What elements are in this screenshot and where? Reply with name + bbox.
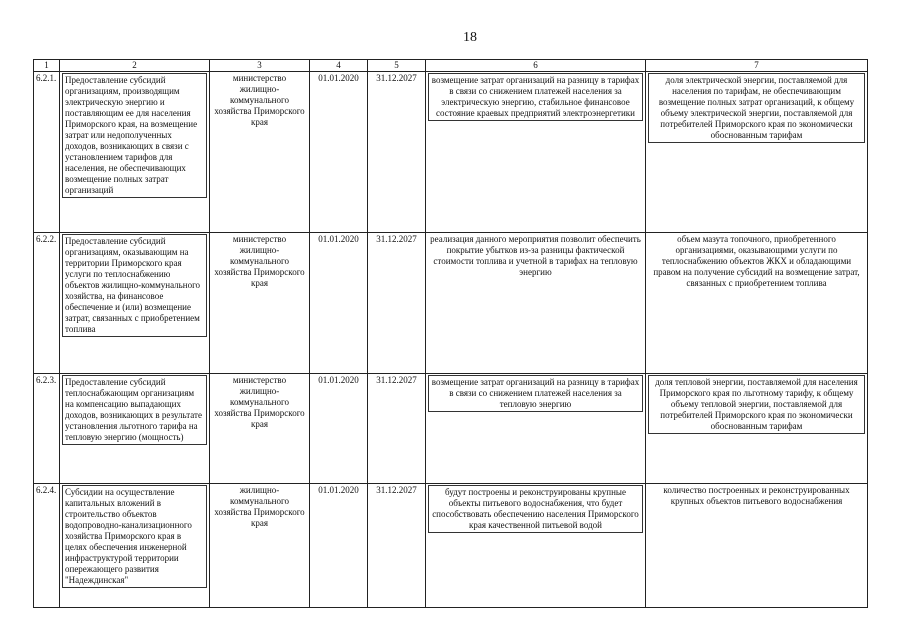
table-row xyxy=(34,483,868,607)
start-date: 01.01.2020 xyxy=(310,373,368,483)
table-row xyxy=(34,71,868,232)
indicator: доля электрической энергии, поставляемой для населения по тарифам, не обеспечивающим возмещение полных затрат организаций, к общему объему электрической энергии, поставляемой для потребителей Приморского края по экономически обоснованным тарифам xyxy=(648,73,865,143)
executor: министерство жилищно-коммунального хозяйства Приморского края xyxy=(210,71,310,232)
column-header-4: 4 xyxy=(310,60,368,72)
row-number: 6.2.4. xyxy=(34,483,60,607)
measure-name: Предоставление субсидий теплоснабжающим организациям на компенсацию выпадающих доходов, возникающих в результате установления льготного тарифа на тепловую энергию (мощность) xyxy=(62,375,207,445)
expected-result: реализация данного мероприятия позволит обеспечить покрытие убытков из-за разницы фактической стоимости топлива и учетной в тарифах на тепловую энергию xyxy=(426,232,646,373)
row-number: 6.2.2. xyxy=(34,232,60,373)
measure-name: Субсидии на осуществление капитальных вложений в строительство объектов водопроводно-канализационного хозяйства Приморского края в целях обеспечения инженерной инфраструктурой территории опережающего развития "Надеждинская" xyxy=(62,485,207,588)
end-date: 31.12.2027 xyxy=(368,373,426,483)
indicator: доля тепловой энергии, поставляемой для населения Приморского края по льготному тарифу, к общему объему тепловой энергии, поставляемой для потребителей Приморского края по экономически обоснованным тарифам xyxy=(648,375,865,434)
measure-name-cell xyxy=(60,232,210,373)
measure-name: Предоставление субсидий организациям, оказывающим на территории Приморского края услуги по теплоснабжению объектов жилищно-коммунального хозяйства, на финансовое обеспечение и (или) возмещение затрат, связанных с приобретением топлива xyxy=(62,234,207,337)
table-row xyxy=(34,373,868,483)
end-date: 31.12.2027 xyxy=(368,232,426,373)
start-date: 01.01.2020 xyxy=(310,232,368,373)
column-header-7: 7 xyxy=(646,60,868,72)
executor: жилищно-коммунального хозяйства Приморского края xyxy=(210,483,310,607)
expected-result: будут построены и реконструированы крупные объекты питьевого водоснабжения, что будет способствовать обеспечению населения Приморского края качественной питьевой водой xyxy=(428,485,643,533)
row-number: 6.2.1. xyxy=(34,71,60,232)
expected-result: возмещение затрат организаций на разницу в тарифах в связи со снижением платежей населения за тепловую энергию xyxy=(428,375,643,412)
expected-result-cell xyxy=(426,71,646,232)
executor: министерство жилищно-коммунального хозяйства Приморского края xyxy=(210,373,310,483)
expected-result-cell xyxy=(426,373,646,483)
measure-name-cell xyxy=(60,71,210,232)
column-header-1: 1 xyxy=(34,60,60,72)
indicator-cell xyxy=(646,71,868,232)
start-date: 01.01.2020 xyxy=(310,71,368,232)
end-date: 31.12.2027 xyxy=(368,483,426,607)
executor: министерство жилищно-коммунального хозяйства Приморского края xyxy=(210,232,310,373)
measure-name-cell xyxy=(60,373,210,483)
column-header-5: 5 xyxy=(368,60,426,72)
row-number: 6.2.3. xyxy=(34,373,60,483)
column-number-row xyxy=(34,60,868,72)
indicator: объем мазута топочного, приобретенного организациями, оказывающими услуги по теплоснабжению объектов ЖКХ и обладающими правом на получение субсидий на возмещение затрат, связанных с приобретением топлива xyxy=(646,232,868,373)
start-date: 01.01.2020 xyxy=(310,483,368,607)
column-header-3: 3 xyxy=(210,60,310,72)
expected-result: возмещение затрат организаций на разницу в тарифах в связи со снижением платежей населения за электрическую энергию, стабильное финансовое состояние краевых предприятий электроэнергетики xyxy=(428,73,643,121)
column-header-2: 2 xyxy=(60,60,210,72)
indicator: количество построенных и реконструированных крупных объектов питьевого водоснабжения xyxy=(646,483,868,607)
column-header-6: 6 xyxy=(426,60,646,72)
table-row xyxy=(34,232,868,373)
indicator-cell xyxy=(646,373,868,483)
end-date: 31.12.2027 xyxy=(368,71,426,232)
program-table xyxy=(33,59,868,608)
measure-name: Предоставление субсидий организациям, производящим электрическую энергию и поставляющим ее для населения Приморского края, на возмещение затрат или недополученных доходов, возникающих в связи с установлением тарифов для населения, не обеспечивающих возмещение полных затрат организаций xyxy=(62,73,207,198)
expected-result-cell xyxy=(426,483,646,607)
measure-name-cell xyxy=(60,483,210,607)
page-number: 18 xyxy=(463,30,477,45)
